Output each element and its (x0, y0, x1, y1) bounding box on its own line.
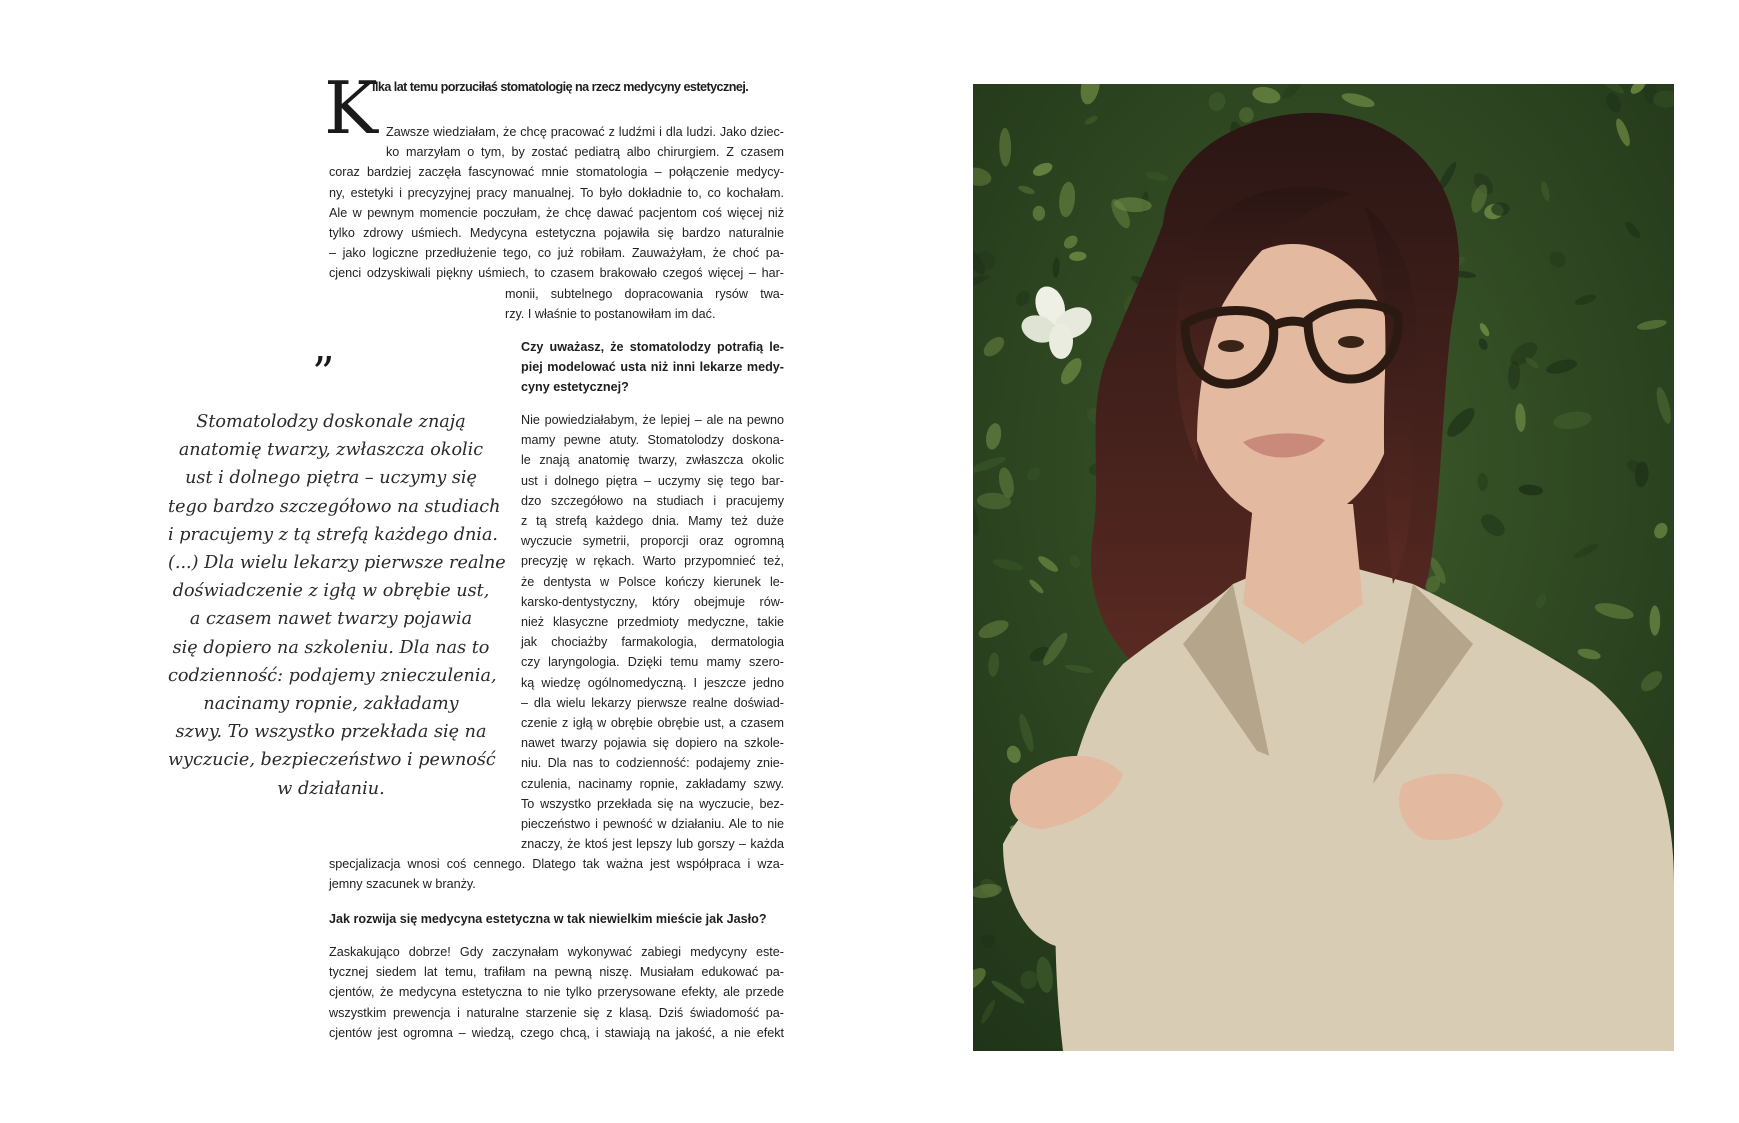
quote-line: się dopiero na szkoleniu. Dla nas to (172, 637, 490, 658)
text-line: ust i dolnego piętra – uczymy się tego bar- (521, 473, 784, 488)
quote-line: nacinamy ropnie, zakładamy (203, 694, 459, 715)
text-line: wyczucie symetrii, proporcji oraz ogromną (521, 534, 784, 549)
text-line: precyzję w rękach. Warto przypomnieć też, (521, 554, 784, 569)
text-line: piej modelować usta niż inni lekarze medy- (521, 360, 784, 374)
text-line: wszystkim prewencja i naturalne starzenie się z klasą. Dziś świadomość pa- (329, 1005, 784, 1020)
question-3: Jak rozwija się medycyna estetyczna w tak niewielkim mieście jak Jasło? (329, 912, 767, 926)
text-line: dzo szczegółowo na studiach i pracujemy (521, 493, 784, 508)
text-line: tycznej siedem lat temu, trafiłam na pewną niszę. Musiałam edukować pa- (329, 965, 784, 980)
text-line: mamy pewne atuty. Stomatolodzy doskona- (521, 433, 784, 448)
text-line: cjenci odzyskiwali piękny uśmiech, to czasem brakowało czegoś więcej – har- (329, 266, 784, 281)
text-line: znaczy, że ktoś jest lepszy lub gorszy – każda (521, 837, 784, 852)
quote-line: szwy. To wszystko przekłada się na (175, 722, 487, 743)
quote-line: wyczucie, bezpieczeństwo i pewność (168, 750, 496, 771)
portrait-photo (973, 84, 1674, 1051)
text-line: czy laryngologia. Dzięki temu mamy szero- (521, 655, 784, 670)
text-line: jemny szacunek w branży. (329, 877, 476, 892)
quote-line: tego bardzo szczegółowo na studiach (168, 496, 501, 517)
quote-line: codzienność: podajemy znieczulenia, (168, 665, 497, 686)
text-line: że dentysta w Polsce kończy kierunek le- (521, 574, 784, 589)
text-line: nież klasyczne przedmioty medyczne, takie (521, 615, 784, 630)
text-line: jak chociażby farmakologia, dermatologia (521, 635, 784, 650)
text-line: Zawsze wiedziałam, że chcę pracować z ludźmi i dla ludzi. Jako dziec- (386, 125, 784, 139)
question-2 (521, 337, 784, 397)
leaf (1650, 606, 1661, 636)
text-line: czulenia, nacinamy ropnie, zakładamy szwy. (521, 776, 784, 791)
quote-line: a czasem nawet twarzy pojawia (189, 609, 473, 630)
question-1: ilka lat temu porzuciłaś stomatologię na rzecz medycyny estetycznej. (372, 80, 749, 94)
text-line: Zaskakująco dobrze! Gdy zaczynałam wykonywać zabiegi medycyny este- (329, 945, 784, 959)
text-line: rzy. I właśnie to postanowiłam im dać. (505, 306, 716, 321)
quote-line: anatomię twarzy, zwłaszcza okolic (178, 440, 484, 461)
drop-cap: K (324, 66, 378, 150)
eye (1338, 336, 1364, 348)
quote-line: i pracujemy z tą strefą każdego dnia. (168, 524, 499, 545)
quote-line: doświadczenie z igłą w obrębie ust, (172, 581, 490, 602)
answer-2-continued (329, 854, 784, 894)
quote-line: w działaniu. (277, 778, 385, 799)
text-line: cjentów jest ogromna – wiedzą, czego chcą, i stawiają na jakość, a nie efekt (329, 1025, 784, 1040)
text-line: Czy uważasz, że stomatolodzy potrafią le- (521, 340, 784, 354)
answer-3 (329, 942, 784, 1043)
answer-2 (521, 410, 784, 854)
pull-quote (168, 408, 506, 803)
text-line: niu. Dla nas to codzienność: podajemy znie- (521, 756, 784, 771)
answer-1 (329, 122, 784, 324)
text-line: ką wiedzę ogólnomedyczną. I jeszcze jedno (521, 675, 784, 690)
text-line: pieczeństwo i pewność w działaniu. Ale to nie (521, 817, 784, 832)
text-line: Ale w pewnym momencie poczułam, że chcę dawać pacjentom coś więcej niż (329, 205, 784, 220)
text-line: To wszystko przekłada się na wyczucie, bez- (521, 796, 784, 811)
text-line: monii, subtelnego dopracowania rysów twa- (505, 286, 784, 301)
text-line: le znają anatomię twarzy, zwłaszcza okolic (521, 453, 784, 468)
text-line: ko marzyłam o tym, by zostać pediatrą albo chirurgiem. Z czasem (386, 145, 784, 160)
quote-line: (...) Dla wielu lekarzy pierwsze realne (168, 553, 506, 574)
text-line: karsko-dentystyczny, który obejmuje rów- (521, 594, 784, 609)
quote-line: Stomatolodzy doskonale znają (196, 412, 466, 432)
text-line: specjalizacja wnosi coś cennego. Dlatego tak ważna jest współpraca i wza- (329, 857, 784, 871)
text-line: coraz bardziej zaczęła fascynować mnie stomatologia – połączenie medycy- (329, 165, 784, 180)
text-line: – jako logiczne przedłużenie tego, co już robiłam. Zauważyłam, że choć pa- (329, 246, 784, 261)
text-line: z tą strefą każdego dnia. Mamy też duże (521, 514, 784, 529)
text-line: tylko zdrowy uśmiech. Medycyna estetyczna pojawiła się bardzo naturalnie (329, 226, 784, 241)
text-line: nawet twarzy pojawia się dopiero na szkole- (521, 736, 784, 751)
quote-mark-icon: ” (312, 348, 335, 399)
portrait-illustration (973, 84, 1674, 1051)
eye (1218, 340, 1244, 352)
text-line: cyny estetycznej? (521, 380, 629, 394)
text-line: Nie powiedziałabym, że lepiej – ale na pewno (521, 413, 784, 427)
text-line: – dla wielu lekarzy pierwsze realne doświad- (521, 695, 784, 710)
text-line: czenie z igłą w obrębie obrębie ust, a czasem (521, 716, 784, 731)
text-line: cjentów, że medycyna estetyczna to nie tylko przerysowane efekty, ale przede (329, 985, 784, 1000)
quote-line: ust i dolnego piętra – uczymy się (185, 468, 477, 489)
text-line: ny, estetyki i precyzyjnej pracy manualnej. To było dokładnie to, co kochałam. (329, 185, 784, 200)
